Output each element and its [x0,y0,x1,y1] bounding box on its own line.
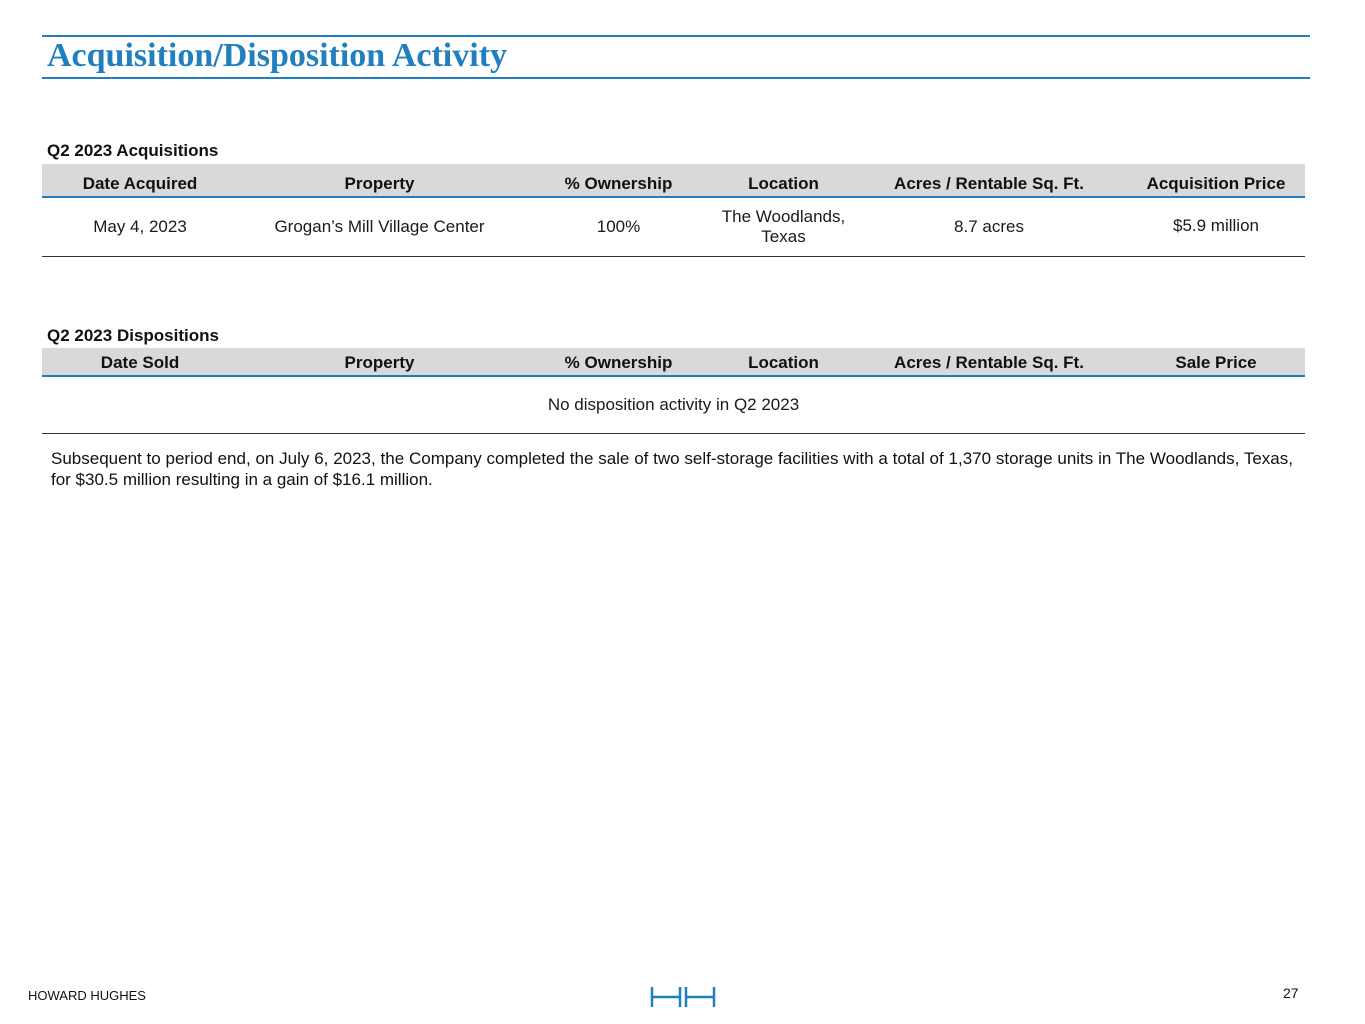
header-location: Location [716,164,851,197]
dispositions-table [42,348,1305,434]
cell-date-acquired: May 4, 2023 [42,197,238,257]
cell-acquisition-price: $5.9 million [1127,197,1305,257]
header-acres-sqft: Acres / Rentable Sq. Ft. [851,348,1127,376]
page-number: 27 [1283,985,1299,1001]
acquisitions-header-row [42,164,1305,197]
cell-acres: 8.7 acres [851,197,1127,257]
hh-logo-icon [650,986,716,1013]
acquisitions-table [42,164,1305,257]
dispositions-heading: Q2 2023 Dispositions [47,326,219,345]
header-ownership: % Ownership [521,348,716,376]
cell-property: Grogan’s Mill Village Center [238,197,521,257]
header-date-acquired: Date Acquired [42,164,238,197]
no-disposition-message: No disposition activity in Q2 2023 [42,376,1305,434]
cell-location: The Woodlands, Texas [716,197,851,257]
header-ownership: % Ownership [521,164,716,197]
header-location: Location [716,348,851,376]
table-row [42,376,1305,434]
header-acres-sqft: Acres / Rentable Sq. Ft. [851,164,1127,197]
dispositions-header-row [42,348,1305,376]
subsequent-event-note: Subsequent to period end, on July 6, 2023, the Company completed the sale of two self-storage facilities with a total of 1,370 storage units in The Woodlands, Texas, for $30.5 million resulting in a gain of $16.1 million. [51,449,1293,489]
table-row [42,197,1305,257]
title-bar [42,35,1310,79]
page-title: Acquisition/Disposition Activity [47,37,508,74]
acquisitions-heading: Q2 2023 Acquisitions [47,141,219,160]
header-acquisition-price: Acquisition Price [1127,164,1305,197]
header-sale-price: Sale Price [1127,348,1305,376]
footer-company: HOWARD HUGHES [28,988,146,1003]
header-property: Property [238,348,521,376]
header-date-sold: Date Sold [42,348,238,376]
header-property: Property [238,164,521,197]
cell-ownership: 100% [521,197,716,257]
